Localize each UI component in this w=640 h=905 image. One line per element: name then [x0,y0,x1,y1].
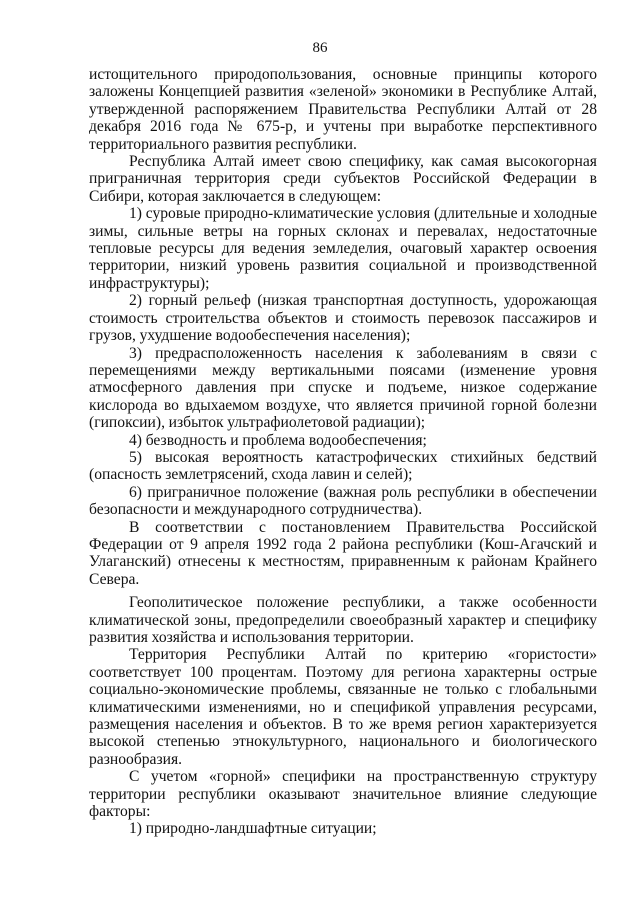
paragraph-far-north-decree: В соответствии с постановлением Правительства Российской Федерации от 9 апреля 1992 года 2 района республики (Кош-Агачский и Улаганский) отнесены к местностям, приравненным к районам Крайнего Севера. [89,518,597,588]
factor-item-1-landscape: 1) природно-ландшафтные ситуации; [129,820,377,838]
list-item-2-relief: 2) горный рельеф (низкая транспортная доступность, удорожающая стоимость строительства объектов и стоимость перевозок пассажиров и грузов, ухудшение водообеспечения населения); [89,292,597,345]
list-item-5-disasters: 5) высокая вероятность катастрофических стихийных бедствий (опасность землетрясений, схода лавин и селей); [89,448,597,484]
paragraph-geopolitics: Геополитическое положение республики, а также особенности климатической зоны, предопределили своеобразный характер и специфику развития хозяйства и использования территории. [89,594,597,646]
paragraph-continuation: истощительного природопользования, основные принципы которого заложены Концепцией развития «зеленой» экономики в Республике Алтай, утвержденной распоряжением Правительства Республики Алтай от 28 декабря 2016 года № 675-р, и учтены при выработке перспективного территориального развития республики. [89,66,597,153]
page-number: 86 [312,40,328,56]
document-body [89,66,597,838]
list-item-4-water: 4) безводность и проблема водообеспечения; [129,431,427,449]
list-item-3-health: 3) предрасположенность населения к заболеваниям в связи с перемещениями между вертикальными поясами (изменение уровня атмосферного давления при спуске и подъеме, низкое содержание кислорода во вдыхаемом воздухе, что является причиной горной болезни (гипоксии), избыток ультрафиолетовой радиации); [89,344,597,432]
paragraph-specifics-intro: Республика Алтай имеет свою специфику, как самая высокогорная приграничная территория среди субъектов Российской Федерации в Сибири, которая заключается в следующем: [89,153,597,205]
paragraph-mountainousness: Территория Республики Алтай по критерию «гористости» соответствует 100 процентам. Поэтому для региона характерны острые социально-экономические проблемы, связанные не только с глобальными климатическими изменениями, но и спецификой управления ресурсами, размещения населения и объектов. В то же время регион характеризуется высокой степенью этнокультурного, национального и биологического разнообразия. [89,646,597,768]
list-item-6-border: 6) приграничное положение (важная роль республики в обеспечении безопасности и международного сотрудничества). [89,483,597,519]
list-item-1-climate: 1) суровые природно-климатические условия (длительные и холодные зимы, сильные ветры на горных склонах и перевалах, недостаточные тепловые ресурсы для ведения земледелия, очаговый характер освоения территории, низкий уровень развития социальной и производственной инфраструктуры); [89,205,597,292]
paragraph-factors-intro: С учетом «горной» специфики на пространственную структуру территории республики оказывают значительное влияние следующие факторы: [89,768,597,821]
